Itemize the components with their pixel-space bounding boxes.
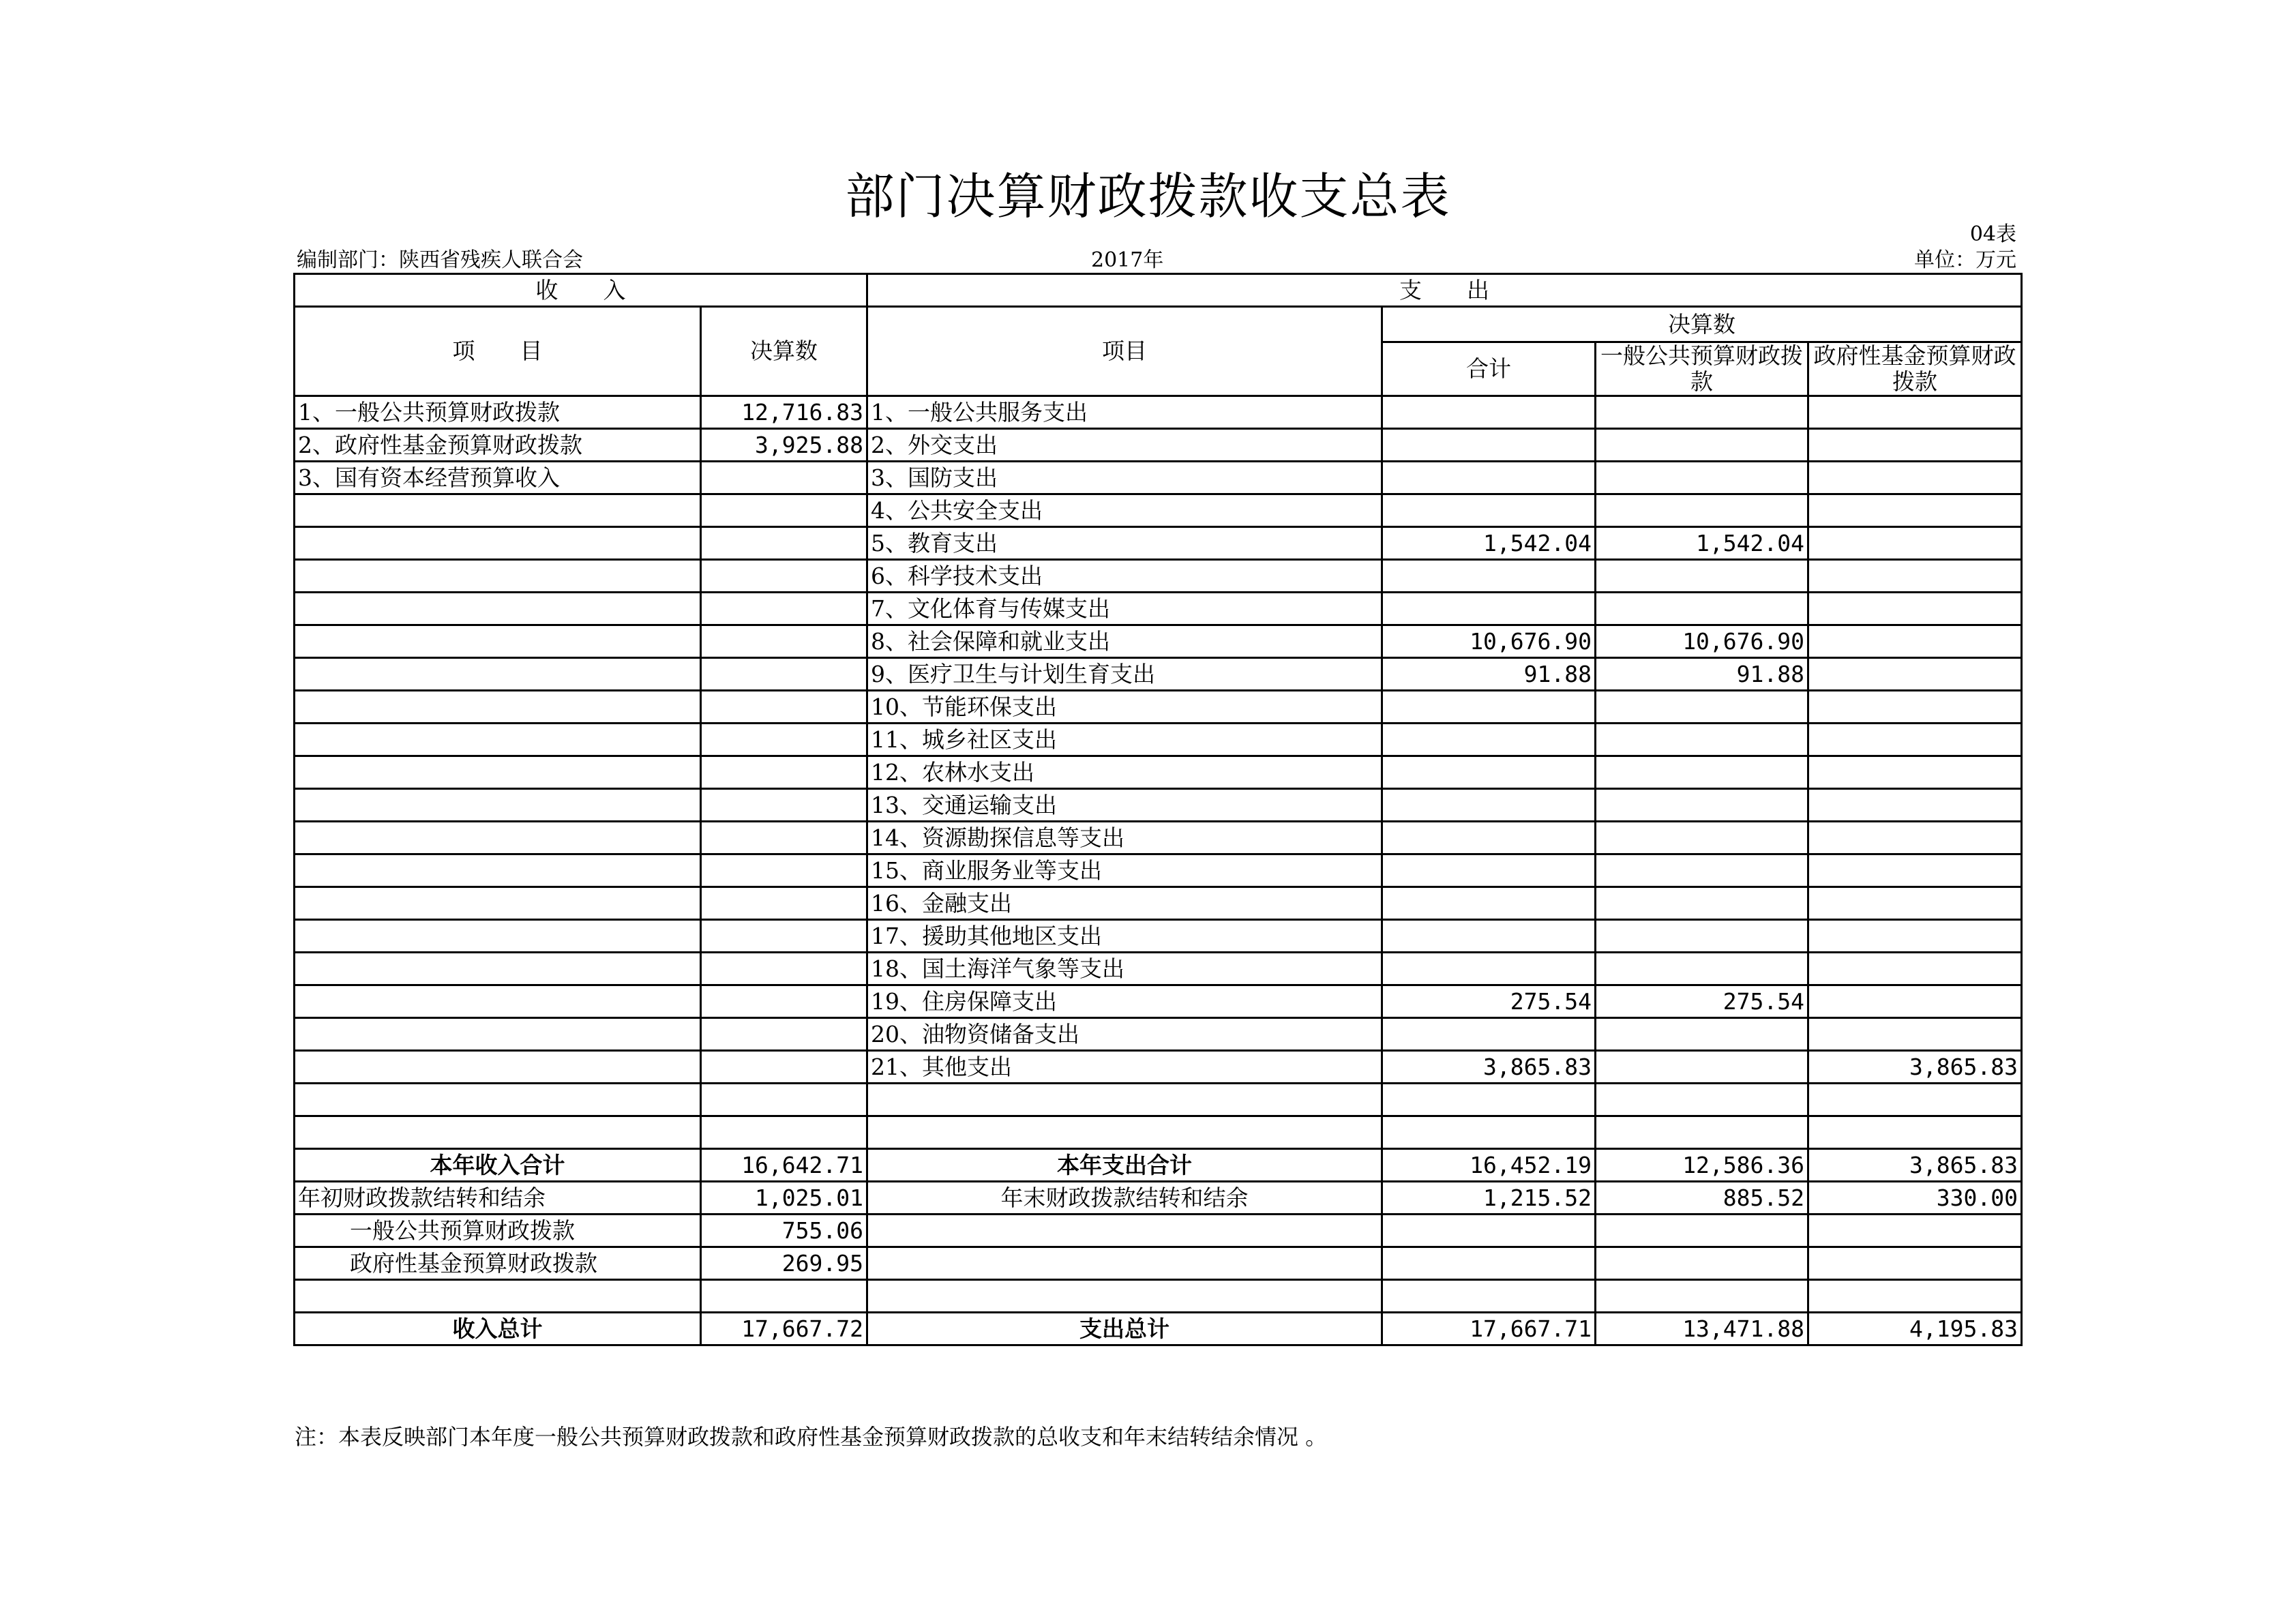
expense-item-cell (867, 1084, 1382, 1116)
expense-total-cell (1382, 494, 1596, 527)
expense-general-cell: 10,676.90 (1596, 625, 1808, 658)
expense-fund-cell (1808, 593, 2022, 625)
empty-cell (1382, 1215, 1596, 1247)
expense-fund-cell (1808, 396, 2022, 429)
expense-item-cell: 6、科学技术支出 (867, 560, 1382, 593)
expense-item-cell: 9、医疗卫生与计划生育支出 (867, 658, 1382, 691)
income-item-cell (295, 724, 701, 756)
expense-item-cell: 15、商业服务业等支出 (867, 854, 1382, 887)
grand-total-row-in-amount: 17,667.72 (701, 1313, 867, 1345)
expense-general-cell (1596, 1018, 1808, 1051)
expense-item-cell: 1、一般公共服务支出 (867, 396, 1382, 429)
expense-fund-cell (1808, 625, 2022, 658)
income-amount-cell (701, 920, 867, 953)
income-amount-cell (701, 724, 867, 756)
expense-general-cell (1596, 887, 1808, 920)
table-row (295, 953, 2022, 985)
expense-fund-cell (1808, 691, 2022, 724)
expense-total-cell (1382, 953, 1596, 985)
expense-general-cell (1596, 691, 1808, 724)
table-row (295, 789, 2022, 822)
income-amount-cell (701, 887, 867, 920)
table-row (295, 887, 2022, 920)
expense-total-cell (1382, 396, 1596, 429)
expense-item-cell: 14、资源勘探信息等支出 (867, 822, 1382, 854)
income-amount-cell (701, 822, 867, 854)
expense-fund-cell (1808, 887, 2022, 920)
section-header-row (295, 274, 2022, 307)
income-item-cell (295, 953, 701, 985)
expense-fund-cell (1808, 560, 2022, 593)
income-item-cell (295, 494, 701, 527)
expense-total-cell (1382, 822, 1596, 854)
expense-item-cell: 20、油物资储备支出 (867, 1018, 1382, 1051)
expense-general-cell (1596, 593, 1808, 625)
table-row (295, 756, 2022, 789)
income-item-cell: 3、国有资本经营预算收入 (295, 462, 701, 494)
expense-fund-cell (1808, 429, 2022, 462)
table-row (295, 724, 2022, 756)
income-amount-cell (701, 560, 867, 593)
table-row (295, 1018, 2022, 1051)
table-row (295, 527, 2022, 560)
table-row (295, 560, 2022, 593)
expense-fund-cell (1808, 462, 2022, 494)
expense-total-cell (1382, 887, 1596, 920)
expense-fund-cell (1808, 1018, 2022, 1051)
empty-cell (867, 1247, 1382, 1280)
income-amount-cell (701, 985, 867, 1018)
carryover-row-out-label: 年末财政拨款结转和结余 (867, 1182, 1382, 1215)
expense-total-cell (1382, 429, 1596, 462)
income-amount-cell (701, 494, 867, 527)
expense-total-cell: 1,542.04 (1382, 527, 1596, 560)
table-row (295, 658, 2022, 691)
year-total-row-in-amount: 16,642.71 (701, 1149, 867, 1182)
expense-fund-cell: 3,865.83 (1808, 1051, 2022, 1084)
expense-amount-header: 决算数 (1382, 307, 2022, 342)
table-row (295, 494, 2022, 527)
table-row (295, 822, 2022, 854)
income-item-cell (295, 658, 701, 691)
income-item-cell (295, 1018, 701, 1051)
expense-total-cell (1382, 854, 1596, 887)
expense-general-cell (1596, 429, 1808, 462)
income-item-cell (295, 756, 701, 789)
income-amount-cell (701, 789, 867, 822)
carryover-row-in-label: 年初财政拨款结转和结余 (295, 1182, 701, 1215)
page-title: 部门决算财政拨款收支总表 (845, 168, 1451, 225)
carryover-general-row-amount: 755.06 (701, 1215, 867, 1247)
expense-item-cell: 3、国防支出 (867, 462, 1382, 494)
table-row (295, 1116, 2022, 1149)
income-amount-cell (701, 756, 867, 789)
year-total-row-fund: 3,865.83 (1808, 1149, 2022, 1182)
grand-total-row (295, 1313, 2022, 1345)
table-row (295, 985, 2022, 1018)
empty-cell (867, 1215, 1382, 1247)
carryover-row (295, 1182, 2022, 1215)
grand-total-row-out-label: 支出总计 (867, 1313, 1382, 1345)
total-header: 合计 (1382, 342, 1596, 396)
expense-total-cell (1382, 724, 1596, 756)
expense-item-cell (867, 1116, 1382, 1149)
empty-cell (1808, 1247, 2022, 1280)
expense-fund-cell (1808, 854, 2022, 887)
income-item-cell (295, 854, 701, 887)
income-amount-cell (701, 462, 867, 494)
expense-item-cell: 19、住房保障支出 (867, 985, 1382, 1018)
carryover-fund-row-amount: 269.95 (701, 1247, 867, 1280)
income-section-header: 收 入 (295, 274, 867, 307)
carryover-fund-row-label: 政府性基金预算财政拨款 (295, 1247, 701, 1280)
grand-total-row-in-label: 收入总计 (295, 1313, 701, 1345)
expense-general-cell: 1,542.04 (1596, 527, 1808, 560)
income-amount-cell (701, 1084, 867, 1116)
table-row (295, 691, 2022, 724)
expense-section-header: 支 出 (867, 274, 2022, 307)
unit-label: 单位：万元 (1914, 248, 2016, 272)
income-item-cell: 2、政府性基金预算财政拨款 (295, 429, 701, 462)
income-amount-cell (701, 1018, 867, 1051)
expense-general-cell (1596, 1051, 1808, 1084)
expense-item-cell: 11、城乡社区支出 (867, 724, 1382, 756)
carryover-general-row-label: 一般公共预算财政拨款 (295, 1215, 701, 1247)
income-item-cell: 1、一般公共预算财政拨款 (295, 396, 701, 429)
carryover-row-fund: 330.00 (1808, 1182, 2022, 1215)
expense-general-cell (1596, 462, 1808, 494)
income-amount-cell (701, 1116, 867, 1149)
table-row (295, 1280, 2022, 1313)
expense-total-cell (1382, 462, 1596, 494)
year-total-row-general: 12,586.36 (1596, 1149, 1808, 1182)
expense-item-cell: 18、国土海洋气象等支出 (867, 953, 1382, 985)
expense-item-cell: 2、外交支出 (867, 429, 1382, 462)
year-total-row-out-label: 本年支出合计 (867, 1149, 1382, 1182)
income-amount-cell (701, 953, 867, 985)
grand-total-row-total: 17,667.71 (1382, 1313, 1596, 1345)
expense-item-cell: 13、交通运输支出 (867, 789, 1382, 822)
expense-item-cell: 5、教育支出 (867, 527, 1382, 560)
footnote: 注：本表反映部门本年度一般公共预算财政拨款和政府性基金预算财政拨款的总收支和年末结转结余情况 。 (295, 1424, 1328, 1450)
expense-fund-cell (1808, 1116, 2022, 1149)
income-item-cell (295, 527, 701, 560)
expense-fund-cell (1808, 985, 2022, 1018)
carryover-row-general: 885.52 (1596, 1182, 1808, 1215)
expense-item-cell: 21、其他支出 (867, 1051, 1382, 1084)
expense-total-cell (1382, 1116, 1596, 1149)
empty-cell (1596, 1215, 1808, 1247)
income-item-cell (295, 560, 701, 593)
expense-total-cell (1382, 1084, 1596, 1116)
income-amount-cell (701, 854, 867, 887)
expense-item-cell: 17、援助其他地区支出 (867, 920, 1382, 953)
expense-total-cell: 10,676.90 (1382, 625, 1596, 658)
empty-cell (1382, 1280, 1596, 1313)
table-row (295, 396, 2022, 429)
expense-item-cell: 10、节能环保支出 (867, 691, 1382, 724)
income-amount-cell: 3,925.88 (701, 429, 867, 462)
empty-cell (1808, 1280, 2022, 1313)
empty-cell (1808, 1215, 2022, 1247)
income-item-cell (295, 593, 701, 625)
empty-cell (701, 1280, 867, 1313)
fund-budget-header: 政府性基金预算财政拨款 (1808, 342, 2022, 396)
year-total-row (295, 1149, 2022, 1182)
expense-general-cell (1596, 1084, 1808, 1116)
expense-general-cell (1596, 396, 1808, 429)
expense-general-cell (1596, 854, 1808, 887)
table-row (295, 462, 2022, 494)
table-row (295, 593, 2022, 625)
expense-total-cell (1382, 593, 1596, 625)
income-item-cell (295, 789, 701, 822)
expense-total-cell (1382, 920, 1596, 953)
income-item-cell (295, 920, 701, 953)
expense-fund-cell (1808, 789, 2022, 822)
expense-general-cell (1596, 560, 1808, 593)
year-label: 2017年 (1091, 248, 1164, 272)
table-row (295, 920, 2022, 953)
table-row (295, 1051, 2022, 1084)
expense-total-cell (1382, 1018, 1596, 1051)
income-item-cell (295, 1116, 701, 1149)
expense-general-cell: 91.88 (1596, 658, 1808, 691)
expense-fund-cell (1808, 953, 2022, 985)
expense-total-cell (1382, 756, 1596, 789)
table-number: 04表 (1969, 222, 2016, 246)
expense-total-cell: 3,865.83 (1382, 1051, 1596, 1084)
income-item-header: 项 目 (295, 307, 701, 396)
expense-general-cell (1596, 953, 1808, 985)
empty-cell (1596, 1280, 1808, 1313)
expense-item-header: 项目 (867, 307, 1382, 396)
expense-general-cell: 275.54 (1596, 985, 1808, 1018)
expense-fund-cell (1808, 822, 2022, 854)
expense-general-cell (1596, 756, 1808, 789)
income-amount-cell (701, 691, 867, 724)
finance-table (293, 273, 2023, 1346)
income-amount-cell (701, 625, 867, 658)
table-row (295, 625, 2022, 658)
empty-cell (1382, 1247, 1596, 1280)
grand-total-row-general: 13,471.88 (1596, 1313, 1808, 1345)
year-total-row-total: 16,452.19 (1382, 1149, 1596, 1182)
carryover-general-row (295, 1215, 2022, 1247)
income-item-cell (295, 1051, 701, 1084)
income-amount-cell (701, 593, 867, 625)
income-item-cell (295, 887, 701, 920)
income-item-cell (295, 985, 701, 1018)
expense-total-cell: 275.54 (1382, 985, 1596, 1018)
income-amount-header: 决算数 (701, 307, 867, 396)
empty-cell (295, 1280, 701, 1313)
expense-fund-cell (1808, 658, 2022, 691)
income-item-cell (295, 691, 701, 724)
empty-cell (867, 1280, 1382, 1313)
expense-fund-cell (1808, 920, 2022, 953)
table-row (295, 1084, 2022, 1116)
expense-item-cell: 4、公共安全支出 (867, 494, 1382, 527)
expense-total-cell (1382, 560, 1596, 593)
income-item-cell (295, 1084, 701, 1116)
expense-item-cell: 7、文化体育与传媒支出 (867, 593, 1382, 625)
expense-fund-cell (1808, 527, 2022, 560)
expense-total-cell: 91.88 (1382, 658, 1596, 691)
income-amount-cell (701, 527, 867, 560)
expense-general-cell (1596, 822, 1808, 854)
expense-general-cell (1596, 724, 1808, 756)
income-item-cell (295, 822, 701, 854)
table-row (295, 854, 2022, 887)
expense-item-cell: 16、金融支出 (867, 887, 1382, 920)
income-item-cell (295, 625, 701, 658)
table-row (295, 429, 2022, 462)
income-amount-cell (701, 1051, 867, 1084)
carryover-row-total: 1,215.52 (1382, 1182, 1596, 1215)
expense-fund-cell (1808, 1084, 2022, 1116)
expense-general-cell (1596, 789, 1808, 822)
income-amount-cell (701, 658, 867, 691)
expense-total-cell (1382, 691, 1596, 724)
carryover-row-in-amount: 1,025.01 (701, 1182, 867, 1215)
expense-general-cell (1596, 494, 1808, 527)
expense-general-cell (1596, 920, 1808, 953)
expense-item-cell: 8、社会保障和就业支出 (867, 625, 1382, 658)
income-amount-cell: 12,716.83 (701, 396, 867, 429)
department-label: 编制部门：陕西省残疾人联合会 (297, 248, 583, 272)
expense-fund-cell (1808, 494, 2022, 527)
carryover-fund-row (295, 1247, 2022, 1280)
expense-item-cell: 12、农林水支出 (867, 756, 1382, 789)
expense-fund-cell (1808, 724, 2022, 756)
expense-general-cell (1596, 1116, 1808, 1149)
empty-cell (1596, 1247, 1808, 1280)
year-total-row-in-label: 本年收入合计 (295, 1149, 701, 1182)
general-budget-header: 一般公共预算财政拨款 (1596, 342, 1808, 396)
column-header-row (295, 307, 2022, 342)
expense-fund-cell (1808, 756, 2022, 789)
grand-total-row-fund: 4,195.83 (1808, 1313, 2022, 1345)
expense-total-cell (1382, 789, 1596, 822)
